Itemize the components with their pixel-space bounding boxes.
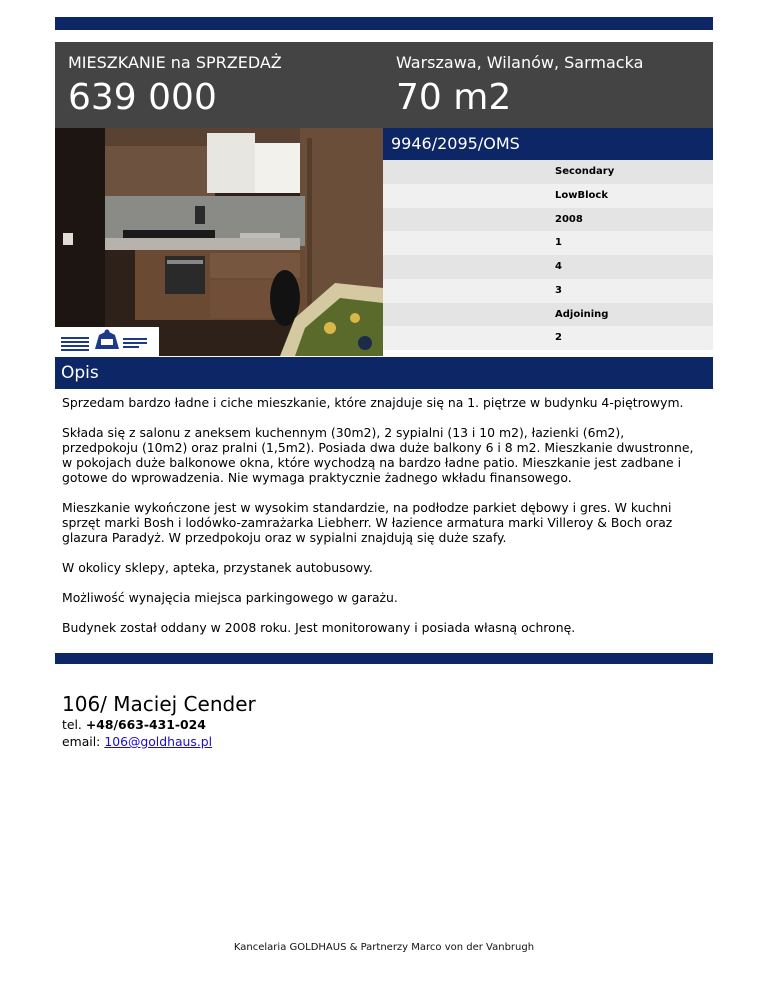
location-block [396, 52, 643, 120]
attr-floors-in-building: 4 [383, 255, 713, 279]
attr-rooms: 3 [383, 279, 713, 303]
agent-phone: +48/663-431-024 [85, 717, 206, 732]
description-paragraph: W okolicy sklepy, apteka, przystanek autobusowy. [62, 560, 373, 575]
attributes-table [383, 160, 713, 350]
location: Warszawa, Wilanów, Sarmacka [396, 53, 644, 72]
phone-label: tel. [62, 717, 82, 732]
agent-name: 106/ Maciej Cender [62, 692, 256, 716]
footer-text: Kancelaria GOLDHAUS & Partnerzy Marco von der Vanbrugh [233, 942, 535, 953]
email-label: email: [62, 734, 101, 749]
goldhaus-logo-icon [55, 327, 159, 356]
description-body [62, 395, 704, 650]
attr-balconies: 2 [383, 326, 713, 350]
property-photo [55, 128, 383, 356]
description-paragraph: Budynek został oddany w 2008 roku. Jest monitorowany i posiada własną ochronę. [62, 620, 576, 635]
attr-kitchen-type: Adjoining [383, 303, 713, 327]
offer-type: MIESZKANIE na SPRZEDAŻ [68, 53, 282, 72]
section-divider-bar [55, 653, 713, 664]
attr-year-built: 2008 [383, 208, 713, 232]
attr-market: Secondary [383, 160, 713, 184]
price: 639 000 [68, 77, 217, 118]
agent-email-line [62, 733, 256, 750]
top-accent-bar [55, 17, 713, 30]
description-heading: Opis [55, 357, 713, 389]
agent-phone-line [62, 716, 256, 733]
attr-building-type: LowBlock [383, 184, 713, 208]
listing-header [55, 42, 713, 128]
description-paragraph: Mieszkanie wykończone jest w wysokim standardzie, na podłodze parkiet dębowy i gres. W kuchni sprzęt marki Bosh i lodówko-zamrażarka Liebherr. W łazience armatura marki Villeroy & Boch oraz glazura Paradyż. W przedpokoju oraz w sypialni znajdują się duże szafy. [62, 500, 673, 545]
kitchen-photo-illustration [55, 128, 383, 356]
area: 70 m2 [396, 77, 512, 118]
description-paragraph: Sprzedam bardzo ładne i ciche mieszkanie, które znajduje się na 1. piętrze w budynku 4-piętrowym. [62, 395, 684, 410]
agency-logo [55, 327, 159, 356]
description-paragraph: Składa się z salonu z aneksem kuchennym (30m2), 2 sypialni (13 i 10 m2), łazienki (6m2), przedpokoju (10m2) oraz pralni (1,5m2). Posiada dwa duże balkony 6 i 8 m2. Mieszkanie dwustronne, w pokojach duże balkonowe okna, które wychodzą na bardzo ładne patio. Mieszkanie jest zadbane i gotowe do wprowadzenia. Nie wymaga praktycznie żadnego wkładu finansowego. [62, 425, 694, 485]
description-paragraph: Możliwość wynajęcia miejsca parkingowego w garażu. [62, 590, 398, 605]
attr-floor: 1 [383, 231, 713, 255]
agent-email-link[interactable]: 106@goldhaus.pl [104, 734, 213, 749]
offer-block [68, 52, 282, 120]
listing-reference: 9946/2095/OMS [383, 128, 713, 160]
agent-contact [62, 692, 256, 750]
